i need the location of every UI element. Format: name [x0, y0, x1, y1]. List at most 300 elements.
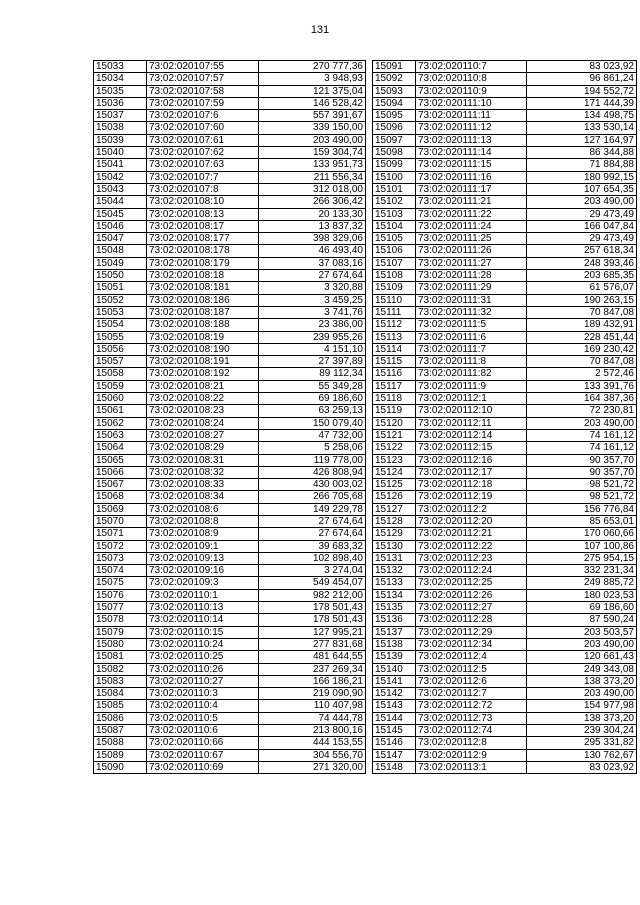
- cadastral-number-cell: 73:02:020112:29: [416, 626, 527, 638]
- amount-cell: 257 618,34: [527, 245, 637, 257]
- table-row: [94, 466, 366, 478]
- amount-cell: 90 357,70: [527, 466, 637, 478]
- table-row: [373, 171, 637, 183]
- table-row: [373, 405, 637, 417]
- cadastral-number-cell: 73:02:020112:26: [416, 589, 527, 601]
- cadastral-number-cell: 73:02:020111:7: [416, 343, 527, 355]
- cadastral-number-cell: 73:02:020112:19: [416, 491, 527, 503]
- amount-cell: 5 258,06: [259, 442, 366, 454]
- row-number-cell: 15108: [373, 270, 416, 282]
- amount-cell: 29 473,49: [527, 208, 637, 220]
- amount-cell: 178 501,43: [259, 602, 366, 614]
- cadastral-number-cell: 73:02:020112:22: [416, 540, 527, 552]
- cadastral-number-cell: 73:02:020110:5: [147, 712, 259, 724]
- table-row: [373, 417, 637, 429]
- amount-cell: 4 151,10: [259, 343, 366, 355]
- row-number-cell: 15114: [373, 343, 416, 355]
- amount-cell: 90 357,70: [527, 454, 637, 466]
- table-row: [94, 85, 366, 97]
- cadastral-number-cell: 73:02:020108:24: [147, 417, 259, 429]
- cadastral-number-cell: 73:02:020107:55: [147, 61, 259, 73]
- amount-cell: 70 847,08: [527, 356, 637, 368]
- table-row: [94, 294, 366, 306]
- cadastral-number-cell: 73:02:020112:21: [416, 528, 527, 540]
- row-number-cell: 15107: [373, 257, 416, 269]
- table-row: [94, 343, 366, 355]
- table-row: [373, 282, 637, 294]
- table-row: [373, 110, 637, 122]
- table-row: [94, 61, 366, 73]
- amount-cell: 266 306,42: [259, 196, 366, 208]
- table-row: [373, 343, 637, 355]
- row-number-cell: 15138: [373, 638, 416, 650]
- table-row: [94, 208, 366, 220]
- row-number-cell: 15056: [94, 343, 147, 355]
- cadastral-number-cell: 73:02:020111:9: [416, 380, 527, 392]
- row-number-cell: 15077: [94, 602, 147, 614]
- row-number-cell: 15073: [94, 552, 147, 564]
- table-row: [94, 233, 366, 245]
- table-row: [94, 380, 366, 392]
- cadastral-number-cell: 73:02:020113:1: [416, 761, 527, 773]
- table-row: [373, 626, 637, 638]
- table-row: [373, 319, 637, 331]
- row-number-cell: 15069: [94, 503, 147, 515]
- amount-cell: 270 777,36: [259, 61, 366, 73]
- cadastral-number-cell: 73:02:020111:28: [416, 270, 527, 282]
- row-number-cell: 15143: [373, 700, 416, 712]
- row-number-cell: 15050: [94, 270, 147, 282]
- row-number-cell: 15121: [373, 429, 416, 441]
- cadastral-number-cell: 73:02:020112:8: [416, 737, 527, 749]
- amount-cell: 61 576,07: [527, 282, 637, 294]
- cadastral-number-cell: 73:02:020107:57: [147, 73, 259, 85]
- table-row: [94, 491, 366, 503]
- cadastral-number-cell: 73:02:020111:8: [416, 356, 527, 368]
- amount-cell: 203 490,00: [527, 417, 637, 429]
- table-row: [94, 515, 366, 527]
- cadastral-number-cell: 73:02:020111:15: [416, 159, 527, 171]
- table-row: [94, 282, 366, 294]
- table-row: [373, 393, 637, 405]
- cadastral-number-cell: 73:02:020108:187: [147, 306, 259, 318]
- amount-cell: 203 490,00: [527, 196, 637, 208]
- cadastral-number-cell: 73:02:020112:20: [416, 515, 527, 527]
- row-number-cell: 15065: [94, 454, 147, 466]
- row-number-cell: 15042: [94, 171, 147, 183]
- amount-cell: 189 432,91: [527, 319, 637, 331]
- amount-cell: 211 556,34: [259, 171, 366, 183]
- cadastral-number-cell: 73:02:020109:3: [147, 577, 259, 589]
- row-number-cell: 15139: [373, 651, 416, 663]
- amount-cell: 74 161,12: [527, 442, 637, 454]
- amount-cell: 237 269,34: [259, 663, 366, 675]
- cadastral-number-cell: 73:02:020112:5: [416, 663, 527, 675]
- amount-cell: 166 047,84: [527, 220, 637, 232]
- amount-cell: 190 263,15: [527, 294, 637, 306]
- cadastral-number-cell: 73:02:020111:82: [416, 368, 527, 380]
- cadastral-number-cell: 73:02:020108:179: [147, 257, 259, 269]
- row-number-cell: 15123: [373, 454, 416, 466]
- right-table-body: [373, 61, 637, 774]
- table-row: [94, 245, 366, 257]
- left-table-body: [94, 61, 366, 774]
- amount-cell: 3 320,88: [259, 282, 366, 294]
- cadastral-number-cell: 73:02:020111:5: [416, 319, 527, 331]
- table-row: [373, 749, 637, 761]
- amount-cell: 107 654,35: [527, 183, 637, 195]
- amount-cell: 138 373,20: [527, 712, 637, 724]
- row-number-cell: 15084: [94, 688, 147, 700]
- amount-cell: 96 861,24: [527, 73, 637, 85]
- row-number-cell: 15041: [94, 159, 147, 171]
- table-row: [94, 417, 366, 429]
- table-row: [94, 503, 366, 515]
- cadastral-number-cell: 73:02:020108:9: [147, 528, 259, 540]
- amount-cell: 83 023,92: [527, 61, 637, 73]
- row-number-cell: 15094: [373, 97, 416, 109]
- row-number-cell: 15109: [373, 282, 416, 294]
- table-row: [373, 442, 637, 454]
- row-number-cell: 15062: [94, 417, 147, 429]
- table-row: [94, 479, 366, 491]
- row-number-cell: 15070: [94, 515, 147, 527]
- amount-cell: 166 186,21: [259, 675, 366, 687]
- table-row: [94, 675, 366, 687]
- row-number-cell: 15076: [94, 589, 147, 601]
- table-row: [373, 220, 637, 232]
- table-row: [94, 442, 366, 454]
- table-row: [373, 270, 637, 282]
- table-row: [94, 97, 366, 109]
- table-row: [94, 688, 366, 700]
- row-number-cell: 15040: [94, 147, 147, 159]
- amount-cell: 203 503,57: [527, 626, 637, 638]
- table-row: [373, 466, 637, 478]
- cadastral-number-cell: 73:02:020108:8: [147, 515, 259, 527]
- table-row: [373, 454, 637, 466]
- amount-cell: 127 164,97: [527, 134, 637, 146]
- amount-cell: 295 331,82: [527, 737, 637, 749]
- amount-cell: 27 397,89: [259, 356, 366, 368]
- table-row: [94, 122, 366, 134]
- amount-cell: 149 229,78: [259, 503, 366, 515]
- amount-cell: 102 898,40: [259, 552, 366, 564]
- table-row: [373, 245, 637, 257]
- cadastral-number-cell: 73:02:020108:6: [147, 503, 259, 515]
- amount-cell: 20 133,30: [259, 208, 366, 220]
- cadastral-number-cell: 73:02:020107:59: [147, 97, 259, 109]
- table-row: [94, 749, 366, 761]
- table-row: [373, 565, 637, 577]
- table-row: [373, 651, 637, 663]
- cadastral-number-cell: 73:02:020108:19: [147, 331, 259, 343]
- amount-cell: 339 150,00: [259, 122, 366, 134]
- table-row: [94, 638, 366, 650]
- amount-cell: 3 459,25: [259, 294, 366, 306]
- row-number-cell: 15120: [373, 417, 416, 429]
- amount-cell: 23 386,00: [259, 319, 366, 331]
- table-row: [373, 540, 637, 552]
- cadastral-number-cell: 73:02:020109:13: [147, 552, 259, 564]
- cadastral-number-cell: 73:02:020107:62: [147, 147, 259, 159]
- amount-cell: 85 653,01: [527, 515, 637, 527]
- table-row: [373, 331, 637, 343]
- row-number-cell: 15059: [94, 380, 147, 392]
- table-row: [373, 725, 637, 737]
- table-row: [373, 688, 637, 700]
- cadastral-number-cell: 73:02:020110:15: [147, 626, 259, 638]
- amount-cell: 180 992,15: [527, 171, 637, 183]
- row-number-cell: 15115: [373, 356, 416, 368]
- cadastral-number-cell: 73:02:020112:27: [416, 602, 527, 614]
- table-row: [94, 540, 366, 552]
- row-number-cell: 15133: [373, 577, 416, 589]
- table-row: [94, 700, 366, 712]
- row-number-cell: 15105: [373, 233, 416, 245]
- amount-cell: 29 473,49: [527, 233, 637, 245]
- amount-cell: 203 685,35: [527, 270, 637, 282]
- row-number-cell: 15036: [94, 97, 147, 109]
- amount-cell: 239 955,26: [259, 331, 366, 343]
- cadastral-number-cell: 73:02:020112:28: [416, 614, 527, 626]
- row-number-cell: 15081: [94, 651, 147, 663]
- table-row: [373, 602, 637, 614]
- cadastral-number-cell: 73:02:020110:67: [147, 749, 259, 761]
- cadastral-number-cell: 73:02:020112:34: [416, 638, 527, 650]
- row-number-cell: 15090: [94, 761, 147, 773]
- amount-cell: 119 778,00: [259, 454, 366, 466]
- table-row: [373, 638, 637, 650]
- row-number-cell: 15137: [373, 626, 416, 638]
- cadastral-number-cell: 73:02:020108:21: [147, 380, 259, 392]
- cadastral-number-cell: 73:02:020112:6: [416, 675, 527, 687]
- amount-cell: 121 375,04: [259, 85, 366, 97]
- row-number-cell: 15098: [373, 147, 416, 159]
- row-number-cell: 15127: [373, 503, 416, 515]
- cadastral-number-cell: 73:02:020112:72: [416, 700, 527, 712]
- cadastral-number-cell: 73:02:020112:15: [416, 442, 527, 454]
- amount-cell: 248 393,46: [527, 257, 637, 269]
- table-row: [373, 159, 637, 171]
- row-number-cell: 15113: [373, 331, 416, 343]
- table-row: [373, 85, 637, 97]
- amount-cell: 203 490,00: [527, 688, 637, 700]
- row-number-cell: 15146: [373, 737, 416, 749]
- row-number-cell: 15110: [373, 294, 416, 306]
- row-number-cell: 15118: [373, 393, 416, 405]
- cadastral-number-cell: 73:02:020111:10: [416, 97, 527, 109]
- row-number-cell: 15112: [373, 319, 416, 331]
- table-row: [94, 319, 366, 331]
- cadastral-number-cell: 73:02:020111:17: [416, 183, 527, 195]
- cadastral-number-cell: 73:02:020112:4: [416, 651, 527, 663]
- amount-cell: 426 808,94: [259, 466, 366, 478]
- table-row: [373, 712, 637, 724]
- cadastral-number-cell: 73:02:020110:7: [416, 61, 527, 73]
- amount-cell: 169 230,42: [527, 343, 637, 355]
- amount-cell: 98 521,72: [527, 491, 637, 503]
- left-data-table: [93, 60, 366, 774]
- table-row: [94, 712, 366, 724]
- cadastral-number-cell: 73:02:020108:10: [147, 196, 259, 208]
- amount-cell: 134 498,75: [527, 110, 637, 122]
- amount-cell: 312 018,00: [259, 183, 366, 195]
- amount-cell: 2 572,46: [527, 368, 637, 380]
- row-number-cell: 15093: [373, 85, 416, 97]
- row-number-cell: 15054: [94, 319, 147, 331]
- amount-cell: 228 451,44: [527, 331, 637, 343]
- cadastral-number-cell: 73:02:020112:14: [416, 429, 527, 441]
- amount-cell: 239 304,24: [527, 725, 637, 737]
- cadastral-number-cell: 73:02:020111:11: [416, 110, 527, 122]
- table-row: [373, 147, 637, 159]
- table-row: [373, 356, 637, 368]
- row-number-cell: 15048: [94, 245, 147, 257]
- row-number-cell: 15078: [94, 614, 147, 626]
- cadastral-number-cell: 73:02:020110:6: [147, 725, 259, 737]
- amount-cell: 107 100,86: [527, 540, 637, 552]
- row-number-cell: 15116: [373, 368, 416, 380]
- amount-cell: 178 501,43: [259, 614, 366, 626]
- row-number-cell: 15044: [94, 196, 147, 208]
- cadastral-number-cell: 73:02:020108:27: [147, 429, 259, 441]
- table-row: [373, 61, 637, 73]
- amount-cell: 398 329,06: [259, 233, 366, 245]
- amount-cell: 982 212,00: [259, 589, 366, 601]
- amount-cell: 271 320,00: [259, 761, 366, 773]
- amount-cell: 444 153,55: [259, 737, 366, 749]
- table-row: [373, 675, 637, 687]
- cadastral-number-cell: 73:02:020107:8: [147, 183, 259, 195]
- row-number-cell: 15141: [373, 675, 416, 687]
- row-number-cell: 15055: [94, 331, 147, 343]
- amount-cell: 72 230,81: [527, 405, 637, 417]
- amount-cell: 89 112,34: [259, 368, 366, 380]
- cadastral-number-cell: 73:02:020111:22: [416, 208, 527, 220]
- table-row: [94, 356, 366, 368]
- table-row: [373, 306, 637, 318]
- cadastral-number-cell: 73:02:020108:190: [147, 343, 259, 355]
- row-number-cell: 15035: [94, 85, 147, 97]
- row-number-cell: 15091: [373, 61, 416, 73]
- row-number-cell: 15124: [373, 466, 416, 478]
- table-row: [94, 589, 366, 601]
- row-number-cell: 15103: [373, 208, 416, 220]
- cadastral-number-cell: 73:02:020108:22: [147, 393, 259, 405]
- amount-cell: 203 490,00: [527, 638, 637, 650]
- row-number-cell: 15033: [94, 61, 147, 73]
- cadastral-number-cell: 73:02:020111:21: [416, 196, 527, 208]
- amount-cell: 159 304,74: [259, 147, 366, 159]
- cadastral-number-cell: 73:02:020110:13: [147, 602, 259, 614]
- cadastral-number-cell: 73:02:020110:66: [147, 737, 259, 749]
- row-number-cell: 15082: [94, 663, 147, 675]
- cadastral-number-cell: 73:02:020108:186: [147, 294, 259, 306]
- row-number-cell: 15140: [373, 663, 416, 675]
- row-number-cell: 15037: [94, 110, 147, 122]
- row-number-cell: 15058: [94, 368, 147, 380]
- table-row: [94, 565, 366, 577]
- cadastral-number-cell: 73:02:020111:6: [416, 331, 527, 343]
- table-row: [94, 761, 366, 773]
- cadastral-number-cell: 73:02:020107:7: [147, 171, 259, 183]
- cadastral-number-cell: 73:02:020112:7: [416, 688, 527, 700]
- amount-cell: 86 344,88: [527, 147, 637, 159]
- table-row: [94, 368, 366, 380]
- cadastral-number-cell: 73:02:020112:9: [416, 749, 527, 761]
- table-row: [94, 73, 366, 85]
- row-number-cell: 15063: [94, 429, 147, 441]
- cadastral-number-cell: 73:02:020111:32: [416, 306, 527, 318]
- table-row: [373, 528, 637, 540]
- cadastral-number-cell: 73:02:020107:63: [147, 159, 259, 171]
- amount-cell: 74 161,12: [527, 429, 637, 441]
- cadastral-number-cell: 73:02:020111:27: [416, 257, 527, 269]
- table-row: [94, 737, 366, 749]
- amount-cell: 133 951,73: [259, 159, 366, 171]
- table-row: [94, 454, 366, 466]
- row-number-cell: 15095: [373, 110, 416, 122]
- amount-cell: 13 837,32: [259, 220, 366, 232]
- cadastral-number-cell: 73:02:020112:18: [416, 479, 527, 491]
- table-row: [94, 614, 366, 626]
- table-row: [94, 270, 366, 282]
- amount-cell: 63 259,13: [259, 405, 366, 417]
- table-row: [373, 503, 637, 515]
- row-number-cell: 15045: [94, 208, 147, 220]
- table-row: [94, 110, 366, 122]
- table-row: [373, 515, 637, 527]
- cadastral-number-cell: 73:02:020111:26: [416, 245, 527, 257]
- row-number-cell: 15068: [94, 491, 147, 503]
- cadastral-number-cell: 73:02:020108:29: [147, 442, 259, 454]
- cadastral-number-cell: 73:02:020111:29: [416, 282, 527, 294]
- table-row: [94, 147, 366, 159]
- table-row: [94, 663, 366, 675]
- amount-cell: 164 387,36: [527, 393, 637, 405]
- amount-cell: 71 884,88: [527, 159, 637, 171]
- table-row: [373, 233, 637, 245]
- row-number-cell: 15136: [373, 614, 416, 626]
- cadastral-number-cell: 73:02:020110:27: [147, 675, 259, 687]
- row-number-cell: 15128: [373, 515, 416, 527]
- row-number-cell: 15064: [94, 442, 147, 454]
- table-row: [94, 306, 366, 318]
- table-row: [94, 577, 366, 589]
- cadastral-number-cell: 73:02:020108:32: [147, 466, 259, 478]
- table-row: [94, 331, 366, 343]
- row-number-cell: 15080: [94, 638, 147, 650]
- cadastral-number-cell: 73:02:020112:2: [416, 503, 527, 515]
- cadastral-number-cell: 73:02:020108:192: [147, 368, 259, 380]
- row-number-cell: 15051: [94, 282, 147, 294]
- row-number-cell: 15100: [373, 171, 416, 183]
- table-row: [94, 429, 366, 441]
- row-number-cell: 15117: [373, 380, 416, 392]
- amount-cell: 170 060,66: [527, 528, 637, 540]
- row-number-cell: 15101: [373, 183, 416, 195]
- cadastral-number-cell: 73:02:020111:24: [416, 220, 527, 232]
- table-row: [373, 429, 637, 441]
- cadastral-number-cell: 73:02:020112:25: [416, 577, 527, 589]
- cadastral-number-cell: 73:02:020110:3: [147, 688, 259, 700]
- amount-cell: 332 231,34: [527, 565, 637, 577]
- row-number-cell: 15099: [373, 159, 416, 171]
- cadastral-number-cell: 73:02:020107:60: [147, 122, 259, 134]
- amount-cell: 180 023,53: [527, 589, 637, 601]
- cadastral-number-cell: 73:02:020112:73: [416, 712, 527, 724]
